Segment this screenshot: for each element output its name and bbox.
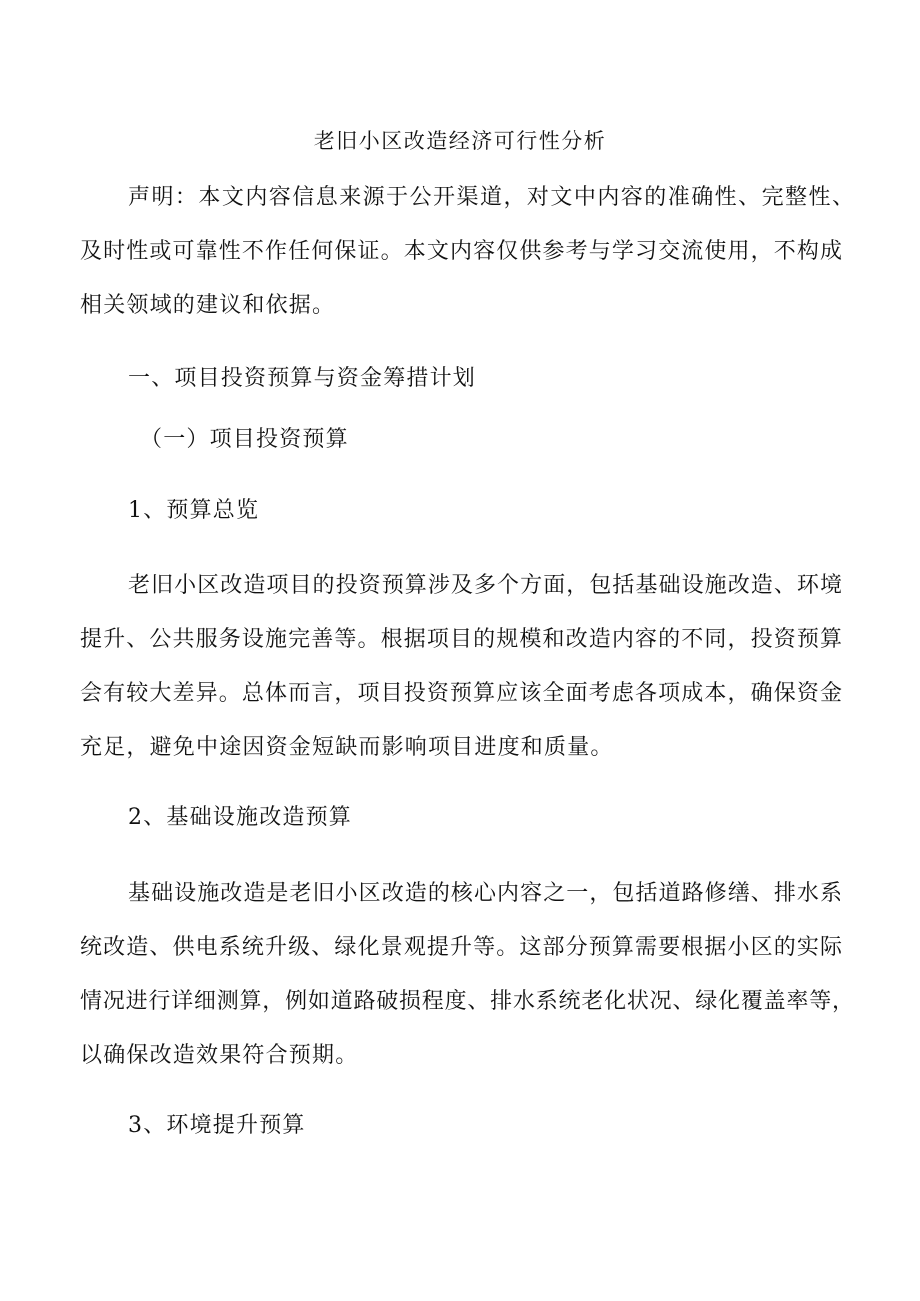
document-title: 老旧小区改造经济可行性分析 <box>313 129 607 153</box>
item-1-line-1: 老旧小区改造项目的投资预算涉及多个方面，包括基础设施改造、环境 <box>128 573 842 598</box>
disclaimer-line-3: 相关领域的建议和依据。 <box>80 293 336 318</box>
item-2-line-3: 情况进行详细测算，例如道路破损程度、排水系统老化状况、绿化覆盖率等， <box>80 989 854 1014</box>
item-1-heading: 1、预算总览 <box>128 498 260 523</box>
item-2-line-1: 基础设施改造是老旧小区改造的核心内容之一，包括道路修缮、排水系 <box>128 881 842 906</box>
item-2-line-2: 统改造、供电系统升级、绿化景观提升等。这部分预算需要根据小区的实际 <box>80 935 842 960</box>
section-1-heading: 一、项目投资预算与资金筹措计划 <box>128 366 477 391</box>
disclaimer-line-1: 声明：本文内容信息来源于公开渠道，对文中内容的准确性、完整性、 <box>128 185 854 210</box>
disclaimer-line-2: 及时性或可靠性不作任何保证。本文内容仅供参考与学习交流使用，不构成 <box>80 239 842 264</box>
item-1-line-4: 充足，避免中途因资金短缺而影响项目进度和质量。 <box>80 735 614 760</box>
item-1-line-3: 会有较大差异。总体而言，项目投资预算应该全面考虑各项成本，确保资金 <box>80 681 842 706</box>
item-2-line-4: 以确保改造效果符合预期。 <box>80 1043 359 1068</box>
item-1-line-2: 提升、公共服务设施完善等。根据项目的规模和改造内容的不同，投资预算 <box>80 627 842 652</box>
item-2-heading: 2、基础设施改造预算 <box>128 805 352 830</box>
subsection-1-heading: （一）项目投资预算 <box>140 427 349 452</box>
item-3-heading: 3、环境提升预算 <box>128 1113 306 1138</box>
